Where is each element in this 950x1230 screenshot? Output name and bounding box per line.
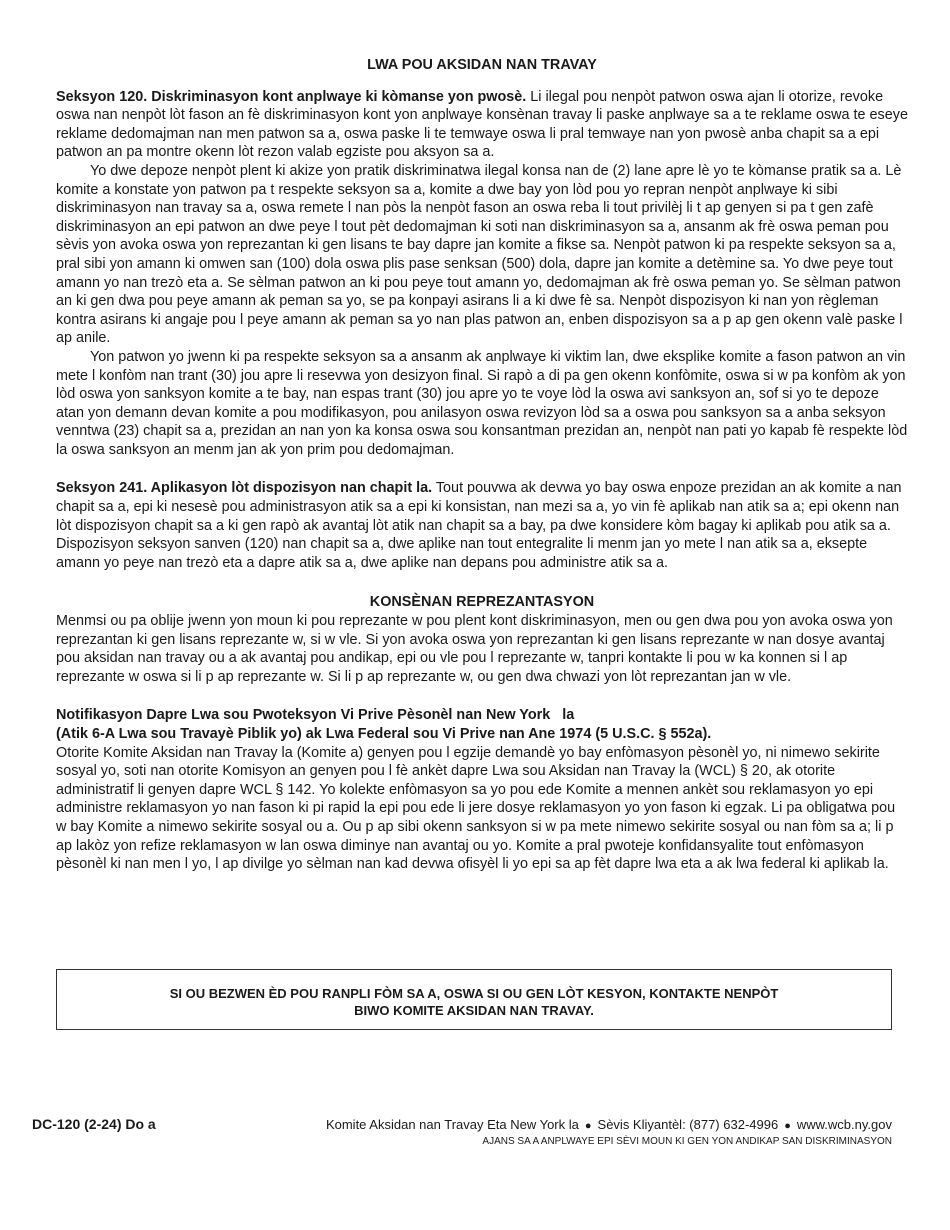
section-120-heading: Seksyon 120. Diskriminasyon kont anplwaye ki kòmanse yon pwosè. — [56, 88, 527, 105]
privacy-heading-line-1: Notifikasyon Dapre Lwa sou Pwoteksyon Vi Prive Pèsonèl nan New York la — [56, 707, 575, 724]
representation-text: Menmsi ou pa oblije jwenn yon moun ki pou reprezante w pou plent kont diskriminasyon, men ou gen dwa pou yon avoka oswa yon reprezantan ki gen lisans reprezante w, si w vle. Si yon avoka oswa yon reprezantan ki gen lisans reprezante w nan dosye avantaj pou aksidan nan travay ou a ak avantaj pou andikap, epi ou vle pou l reprezante w, tanpri kontakte li pou w ka konnen si l ap reprezante w oswa si li p ap reprezante w. Si li p ap reprezante w, ou gen dwa chwazi yon lòt reprezantan jan w vle. — [56, 613, 893, 685]
bullet-icon: ● — [584, 1120, 592, 1132]
section-120-paragraph-2: Yo dwe depoze nenpòt plent ki akize yon pratik diskriminatwa ilegal konsa nan de (2) lane apre lè yo te kòmanse pratik sa a. Lè komite a konstate yon patwon pa t respekte seksyon sa a, komite a dwe bay yon lòd pou yo repran nenpòt anplwaye ki sibi diskriminasyon nan travay sa a, oswa remete l nan pòs la nenpòt fason an oswa reba li tout privilèj li t ap genyen si pa t gen zafè diskriminasyon an epi patwon an dwe peye l tout pèt dedomajman ki soti nan diskriminasyon sa a, ansanm ak frè oswa peman pou sèvis yon avoka oswa yon reprezantan ki gen lisans te bay dapre jan komite a fikse sa. Nenpòt patwon ki pa respekte seksyon sa a, pral sibi yon amann ki omwen san (100) dola oswa plis pase senksan (500) dola, dapre jan komite a detèmine sa. Yo dwe peye tout amann yo nan trezò eta a. Se sèlman patwon an ki pou peye tout amann yo, dedomajman ak frè oswa peman yo. Se sèlman patwon an ki gen dwa pou peye amann ak peman sa yo, se pa konpayi asirans li a ki dwe fè sa. Nenpòt dispozisyon ki nan yon règleman kontra asirans ki angaje pou l peye amann ak peman sa yo nan plas patwon an, enben dispozisyon sa a p ap gen okenn valè paske l ap anile. — [56, 162, 903, 347]
representation-heading: KONSÈNAN REPREZANTASYON — [369, 594, 595, 611]
section-241-heading: Seksyon 241. Aplikasyon lòt dispozisyon nan chapit la. — [56, 480, 433, 497]
section-120-text-1: Li ilegal pou nenpòt patwon oswa ajan li otorize, revoke oswa nan nenpòt lòt fason an fè diskriminasyon kont yon anplwaye konsènan travay li paske anplwaye sa a te reklame oswa te eseye reklame dedomajman nan men patwon sa a, oswa paske li te temwaye oswa li pral temwaye nan yon pwosè anba chapit sa a epi patwon an pa montre okenn lòt rezon valab egziste pou aksyon sa a. — [56, 88, 908, 161]
form-id: DC-120 (2-24) Do a — [32, 1116, 156, 1132]
privacy-heading-line-2: (Atik 6-A Lwa sou Travayè Piblik yo) ak Lwa Federal sou Vi Prive nan Ane 1974 (5 U.S.C. § 552a). — [56, 726, 712, 742]
bullet-icon: ● — [784, 1120, 791, 1132]
section-120-paragraph-3: Yon patwon yo jwenn ki pa respekte seksyon sa a ansanm ak anplwaye ki viktim lan, dwe eksplike komite a fason patwon an vin mete l konfòm nan trant (30) jou apre li resevwa yon desizyon final. Si rapò a di pa gen okenn konfòmite, oswa si w pa konfòm ak yon lòd oswa yon sanksyon komite a te bay, nan espas trant (30) jou apre yo te voye lòd la oswa avi sanksyon an, sof si yo te depoze atan yon demann devan komite a pou modifikasyon, pou anilasyon oswa revizyon lòd sa a oswa pou sanksyon sa a anba seksyon venntwa (23) chapit sa a, prezidan an nan yon ka konsa oswa sou konsantman prezidan an, nenpòt nan pati yo kapab fè respekte lòd la oswa sanksyon an menm jan ak yon prim pou dedomajman. — [56, 348, 908, 458]
footer-website-link[interactable]: www.wcb.ny.gov — [796, 1117, 892, 1132]
help-notice-line-1: SI OU BEZWEN ÈD POU RANPLI FÒM SA A, OSWA SI OU GEN LÒT KESYON, KONTAKTE NENPÒT — [169, 986, 779, 1001]
footer-agency: Komite Aksidan nan Travay Eta New York la — [325, 1117, 579, 1132]
footer-contact-line — [326, 1117, 892, 1132]
document-body — [56, 56, 908, 874]
footer-service-phone: Sèvis Kliyantèl: (877) 632-4996 — [597, 1117, 779, 1132]
help-notice-line-2: BIWO KOMITE AKSIDAN NAN TRAVAY. — [354, 1003, 594, 1018]
help-notice-box — [56, 969, 892, 1030]
section-241-paragraph — [56, 479, 908, 572]
section-120-paragraph-1 — [56, 88, 908, 162]
footer-tagline: AJANS SA A ANPLWAYE EPI SÈVI MOUN KI GEN YON ANDIKAP SAN DISKRIMINASYON — [482, 1136, 892, 1147]
privacy-heading — [56, 706, 908, 743]
section-241-text: Tout pouvwa ak devwa yo bay oswa enpoze prezidan an ak komite a nan chapit sa a, epi ki nesesè pou administrasyon atik sa a epi ki konsistan, nan mezi sa a, yo vin fè aplikab nan atik sa a; epi okenn nan lòt dispozisyon chapit sa a ki gen rapò ak avantaj lòt atik nan chapit sa a bay, pa dwe konsidere kòm bagay ki aplikab pou atik sa a. Dispozisyon seksyon sanven (120) nan chapit sa a, dwe aplike nan tout entegralite li menm jan yo mete l nan atik sa a, eksepte amann yo peye nan trezò eta a dapre atik sa a, dwe aplike nan depans pou administre atik sa a. — [56, 480, 902, 571]
document-title: LWA POU AKSIDAN NAN TRAVAY — [367, 57, 597, 73]
privacy-text: Otorite Komite Aksidan nan Travay la (Komite a) genyen pou l egzije demandè yo bay enfòmasyon pèsonèl yo, ni nimewo sekirite sosyal yo, soti nan otorite Komisyon an genyen pou l fè ankèt dapre Lwa sou Aksidan nan Travay la (WCL) § 20, ak otorite administratif li genyen dapre WCL § 142. Yo kolekte enfòmasyon sa yo pou ede Komite a mennen ankèt sou reklamasyon yo epi administre reklamasyon yo nan fason ki pi rapid la epi pou ede li jere dosye reklamasyon yo yon fason ki egzak. Li pa obligatwa pou w bay Komite a nimewo sekirite sosyal ou a. Ou p ap sibi okenn sanksyon si w pa mete nimewo sekirite sosyal ou nan fòm sa a; li p ap lakòz yon refize reklamasyon w lan oswa diminye nan avantaj ou yo. Komite a pral pwoteje konfidansyalite tout enfòmasyon pèsonèl ki nan men l yo, l ap divilge yo sèlman nan kad devwa ofisyèl li yo epi sa ap fèt dapre lwa eta a ak lwa federal ki aplikab la. — [56, 744, 896, 873]
